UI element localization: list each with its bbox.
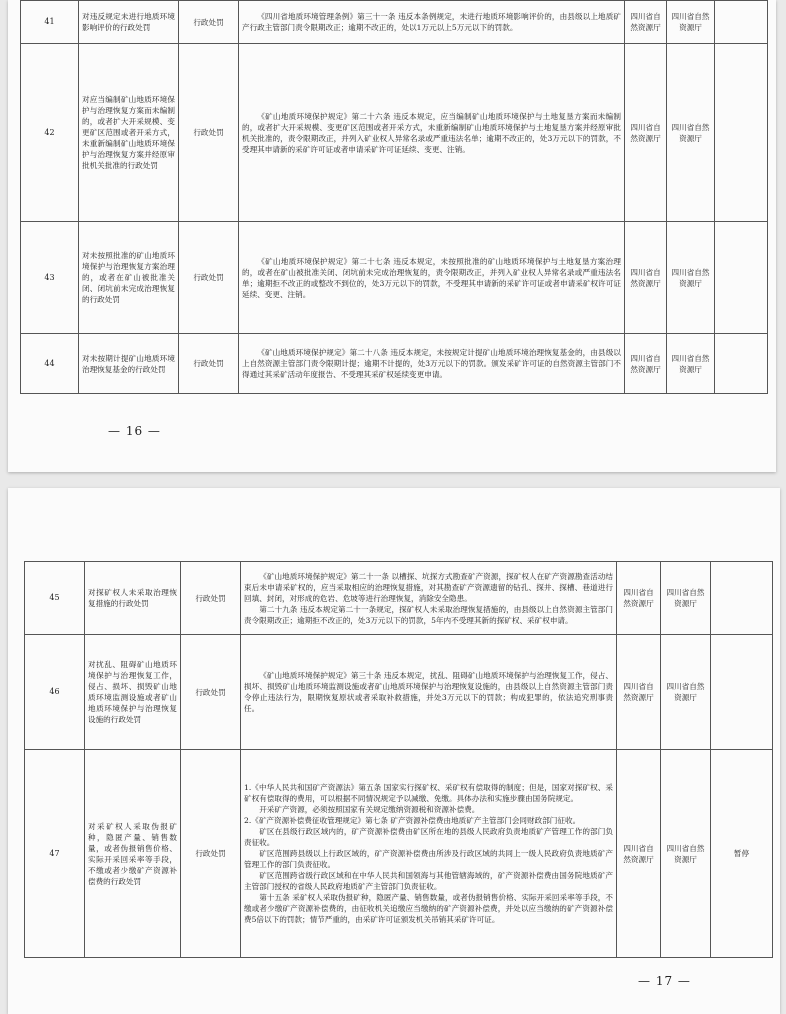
item-name: 对探矿权人未采取治理恢复措施的行政处罚 (85, 562, 181, 635)
implementing-department: 四川省自然资源厅 (617, 562, 661, 635)
remark (715, 1, 768, 44)
page-number: — 17 — (638, 974, 691, 988)
remark (715, 44, 768, 222)
supervising-department: 四川省自然资源厅 (661, 635, 711, 750)
supervising-department: 四川省自然资源厅 (661, 750, 711, 958)
supervising-department: 四川省自然资源厅 (667, 1, 715, 44)
table-row (25, 750, 773, 958)
item-name: 对采矿权人采取伪报矿种，隐匿产量、销售数量，或者伪报销售价格、实际开采回采率等手段，不缴或者少缴矿产资源补偿费的行政处罚 (85, 750, 181, 958)
supervising-department: 四川省自然资源厅 (661, 562, 711, 635)
page-number: — 16 — (108, 424, 161, 438)
table-row (25, 635, 773, 750)
remark (711, 635, 773, 750)
remark (715, 222, 768, 334)
item-type: 行政处罚 (179, 222, 239, 334)
implementing-department: 四川省自然资源厅 (617, 635, 661, 750)
item-type: 行政处罚 (181, 562, 241, 635)
implementing-department: 四川省自然资源厅 (625, 44, 667, 222)
penalty-table-page-17 (24, 561, 773, 958)
table-row (21, 334, 768, 394)
legal-basis: 《四川省地质环境管理条例》第三十一条 违反本条例规定，未进行地质环境影响评价的，由县级以上地质矿产行政主管部门责令限期改正；逾期不改正的，处以1万元以上5万元以下的罚款。 (239, 1, 625, 44)
document-page-17 (8, 488, 780, 1014)
row-number: 41 (21, 1, 79, 44)
item-name: 对未按期计提矿山地质环境治理恢复基金的行政处罚 (79, 334, 179, 394)
supervising-department: 四川省自然资源厅 (667, 222, 715, 334)
row-number: 44 (21, 334, 79, 394)
table-row (21, 44, 768, 222)
row-number: 42 (21, 44, 79, 222)
supervising-department: 四川省自然资源厅 (667, 334, 715, 394)
table-row (25, 562, 773, 635)
item-name: 对扰乱、阻碍矿山地质环境保护与治理恢复工作，侵占、损坏、损毁矿山地质环境监测设施或者矿山地质环境保护与治理恢复设施的行政处罚 (85, 635, 181, 750)
item-name: 对未按照批准的矿山地质环境保护与治理恢复方案治理的，或者在矿山被批准关闭、闭坑前未完成治理恢复的行政处罚 (79, 222, 179, 334)
row-number: 46 (25, 635, 85, 750)
supervising-department: 四川省自然资源厅 (667, 44, 715, 222)
implementing-department: 四川省自然资源厅 (617, 750, 661, 958)
legal-basis: 《矿山地质环境保护规定》第二十七条 违反本规定，未按照批准的矿山地质环境保护与土地复垦方案治理的，或者在矿山被批准关闭、闭坑前未完成治理恢复的，责令限期改正，并列入矿业权人异常名录或严重违法名单；逾期拒不改正的或整改不到位的，处3万元以下的罚款，不受理其申请新的采矿许可证或者申请采矿权许可证延续、变更、注销。 (239, 222, 625, 334)
remark (715, 334, 768, 394)
penalty-table-page-16 (20, 0, 768, 394)
legal-basis: 《矿山地质环境保护规定》第二十六条 违反本规定，应当编制矿山地质环境保护与土地复垦方案而未编制的，或者扩大开采规模、变更矿区范围或者开采方式，未重新编制矿山地质环境保护与土地复垦方案并经原审批机关批准的，责令限期改正，并列入矿业权人异常名录或严重违法名单；逾期不改正的，处3万元以下的罚款，不受理其申请新的采矿许可证或者申请采矿许可证延续、变更、注销。 (239, 44, 625, 222)
table-row (21, 222, 768, 334)
item-type: 行政处罚 (181, 635, 241, 750)
legal-basis: 《矿山地质环境保护规定》第二十一条 以槽探、坑探方式勘查矿产资源，探矿权人在矿产资源勘查活动结束后未申请采矿权的，应当采取相应的治理恢复措施，对其勘查矿产资源遗留的钻孔、探井、探槽、巷道进行回填、封闭，对形成的危岩、危坡等进行治理恢复，消除安全隐患。 第二十九条 违反本规定第二十一条规定，探矿权人未采取治理恢复措施的，由县级以上自然资源主管部门责令限期改正；逾期拒不改正的，处3万元以下的罚款，5年内不受理其新的探矿权、采矿权申请。 (241, 562, 617, 635)
item-type: 行政处罚 (179, 334, 239, 394)
legal-basis: 《矿山地质环境保护规定》第三十条 违反本规定，扰乱、阻碍矿山地质环境保护与治理恢复工作，侵占、损坏、损毁矿山地质环境监测设施或者矿山地质环境保护与治理恢复设施的，由县级以上自然资源主管部门责令停止违法行为，限期恢复原状或者采取补救措施，并处3万元以下的罚款；构成犯罪的，依法追究刑事责任。 (241, 635, 617, 750)
remark (711, 562, 773, 635)
row-number: 47 (25, 750, 85, 958)
item-type: 行政处罚 (179, 44, 239, 222)
implementing-department: 四川省自然资源厅 (625, 1, 667, 44)
row-number: 43 (21, 222, 79, 334)
item-type: 行政处罚 (179, 1, 239, 44)
table-row (21, 1, 768, 44)
remark: 暂停 (711, 750, 773, 958)
implementing-department: 四川省自然资源厅 (625, 222, 667, 334)
implementing-department: 四川省自然资源厅 (625, 334, 667, 394)
item-name: 对应当编制矿山地质环境保护与治理恢复方案而未编制的，或者扩大开采规模、变更矿区范围或者开采方式，未重新编制矿山地质环境保护与治理恢复方案并经原审批机关批准的行政处罚 (79, 44, 179, 222)
item-type: 行政处罚 (181, 750, 241, 958)
item-name: 对违反规定未进行地质环境影响评价的行政处罚 (79, 1, 179, 44)
legal-basis: 1.《中华人民共和国矿产资源法》第五条 国家实行探矿权、采矿权有偿取得的制度；但是，国家对探矿权、采矿权有偿取得的费用，可以根据不同情况规定予以减缴、免缴。具体办法和实施步骤由国务院规定。 开采矿产资源，必须按照国家有关规定缴纳资源税和资源补偿费。 2.《矿产资源补偿费征收管理规定》第七条 矿产资源补偿费由地质矿产主管部门会同财政部门征收。 矿区在县级行政区域内的，矿产资源补偿费由矿区所在地的县级人民政府负责地质矿产管理工作的部门负责征收。 矿区范围跨县级以上行政区域的，矿产资源补偿费由所涉及行政区域的共同上一级人民政府负责地质矿产管理工作的部门负责征收。 矿区范围跨省级行政区域和在中华人民共和国领海与其他管辖海域的，矿产资源补偿费由国务院地质矿产主管部门授权的省级人民政府地质矿产主管部门负责征收。 第十五条 采矿权人采取伪报矿种，隐匿产量、销售数量，或者伪报销售价格、实际开采回采率等手段，不缴或者少缴矿产资源补偿费的，由征收机关追缴应当缴纳的矿产资源补偿费，并处以应当缴纳的矿产资源补偿费5倍以下的罚款；情节严重的，由采矿许可证颁发机关吊销其采矿许可证。 (241, 750, 617, 958)
row-number: 45 (25, 562, 85, 635)
document-page-16 (8, 0, 776, 472)
legal-basis: 《矿山地质环境保护规定》第二十八条 违反本规定，未按规定计提矿山地质环境治理恢复基金的，由县级以上自然资源主管部门责令限期计提；逾期不计提的，处3万元以下的罚款。颁发采矿许可证的自然资源主管部门不得通过其采矿活动年度报告、不受理其采矿权延续变更申请。 (239, 334, 625, 394)
